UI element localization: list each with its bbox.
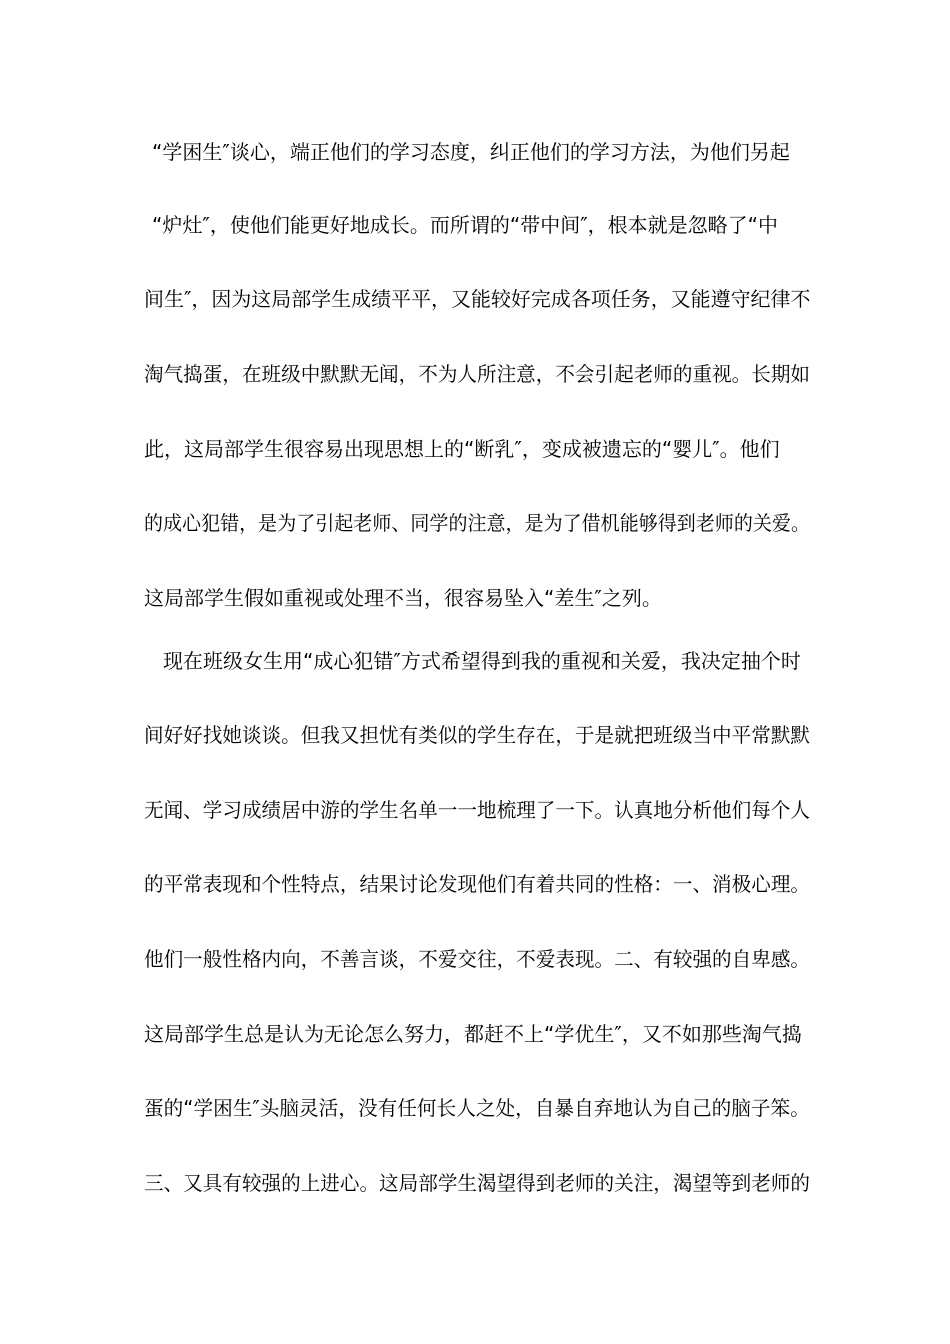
text-line-5: 此，这局部学生很容易出现思想上的“断乳″，变成被遗忘的“婴儿″。他们 — [144, 437, 780, 461]
text-line-2: “炉灶″，使他们能更好地成长。而所谓的“带中间″，根本就是忽略了“中 — [152, 213, 779, 237]
text-line-10: 无闻、学习成绩居中游的学生名单一一地梳理了一下。认真地分析他们每个人 — [144, 798, 810, 822]
text-line-14: 蛋的“学困生″头脑灵活，没有任何长人之处，自暴自弃地认为自己的脑子笨。 — [144, 1096, 810, 1120]
text-line-1: “学困生″谈心，端正他们的学习态度，纠正他们的学习方法，为他们另起 — [152, 140, 790, 164]
text-line-11: 的平常表现和个性特点，结果讨论发现他们有着共同的性格：一、消极心理。 — [144, 872, 810, 896]
text-line-6: 的成心犯错，是为了引起老师、同学的注意，是为了借机能够得到老师的关爱。 — [144, 511, 810, 535]
text-line-8-paragraph-start: 现在班级女生用“成心犯错″方式希望得到我的重视和关爱，我决定抽个时 — [163, 649, 801, 673]
text-line-4: 淘气捣蛋，在班级中默默无闻，不为人所注意，不会引起老师的重视。长期如 — [144, 362, 810, 386]
text-line-7: 这局部学生假如重视或处理不当，很容易坠入“差生″之列。 — [144, 586, 662, 610]
text-line-13: 这局部学生总是认为无论怎么努力，都赶不上“学优生″，又不如那些淘气捣 — [144, 1022, 802, 1046]
text-line-9: 间好好找她谈谈。但我又担忧有类似的学生存在，于是就把班级当中平常默默 — [144, 723, 810, 747]
text-line-12: 他们一般性格内向，不善言谈，不爱交往，不爱表现。二、有较强的自卑感。 — [144, 947, 810, 971]
text-line-15: 三、又具有较强的上进心。这局部学生渴望得到老师的关注，渴望等到老师的 — [144, 1171, 810, 1195]
text-line-3: 间生″，因为这局部学生成绩平平，又能较好完成各项任务，又能遵守纪律不 — [144, 287, 811, 311]
